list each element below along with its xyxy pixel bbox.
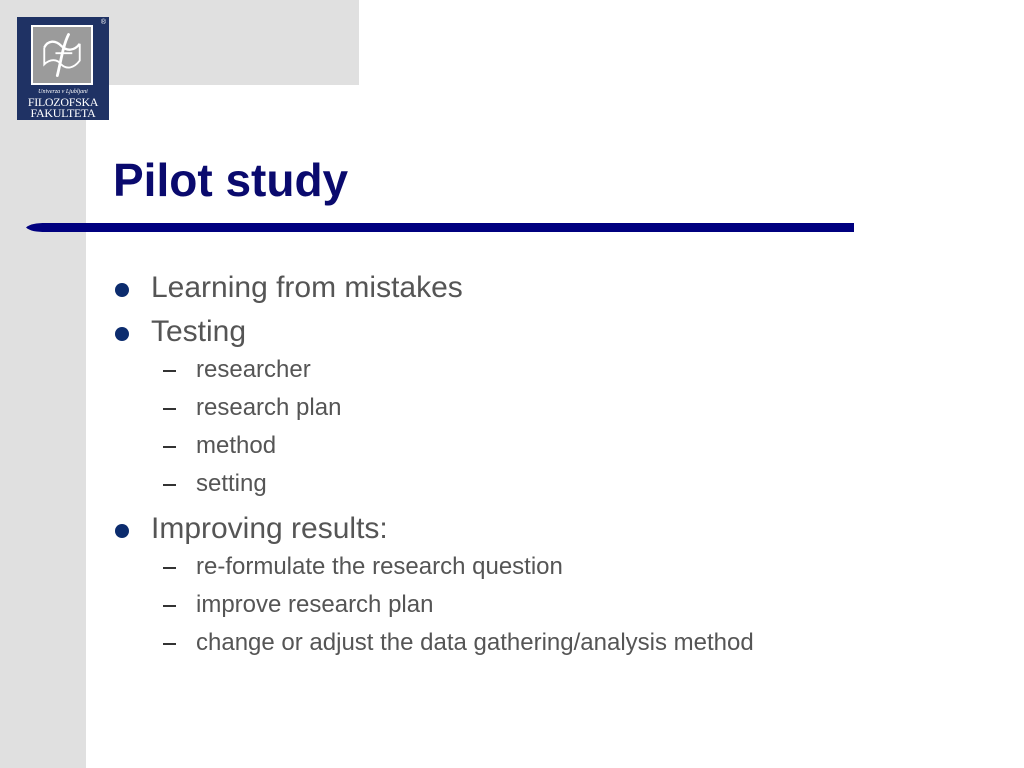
logo-university-text: Univerza v Ljubljani <box>38 89 88 95</box>
dash-bullet-icon <box>163 446 176 448</box>
bullet-dot-icon <box>115 283 129 297</box>
registered-mark: ® <box>100 19 106 26</box>
sub-bullet-item: change or adjust the data gathering/analysis method <box>196 629 754 656</box>
sub-bullet-item: setting <box>196 470 267 497</box>
logo-line-1: FILOZOFSKA <box>27 95 99 109</box>
dash-bullet-icon <box>163 643 176 645</box>
dash-bullet-icon <box>163 370 176 372</box>
bullet-item: Learning from mistakes <box>151 271 463 304</box>
bullet-dot-icon <box>115 327 129 341</box>
sub-bullet-item: researcher <box>196 356 311 383</box>
top-background-band <box>86 0 359 85</box>
sub-bullet-item: research plan <box>196 394 342 421</box>
dash-bullet-icon <box>163 567 176 569</box>
sub-bullet-item: method <box>196 432 277 459</box>
bullet-item: Improving results: <box>151 512 388 545</box>
logo-emblem <box>31 25 93 85</box>
dash-bullet-icon <box>163 408 176 410</box>
book-signature-icon <box>33 27 91 83</box>
slide-title: Pilot study <box>113 154 349 206</box>
faculty-logo <box>17 17 109 120</box>
dash-bullet-icon <box>163 484 176 486</box>
sub-bullet-item: re-formulate the research question <box>196 553 563 580</box>
dash-bullet-icon <box>163 605 176 607</box>
logo-line-2: FAKULTETA <box>30 106 96 120</box>
bullet-item: Testing <box>151 315 247 348</box>
title-underline <box>26 222 856 234</box>
bullet-dot-icon <box>115 524 129 538</box>
sub-bullet-item: improve research plan <box>196 591 434 618</box>
